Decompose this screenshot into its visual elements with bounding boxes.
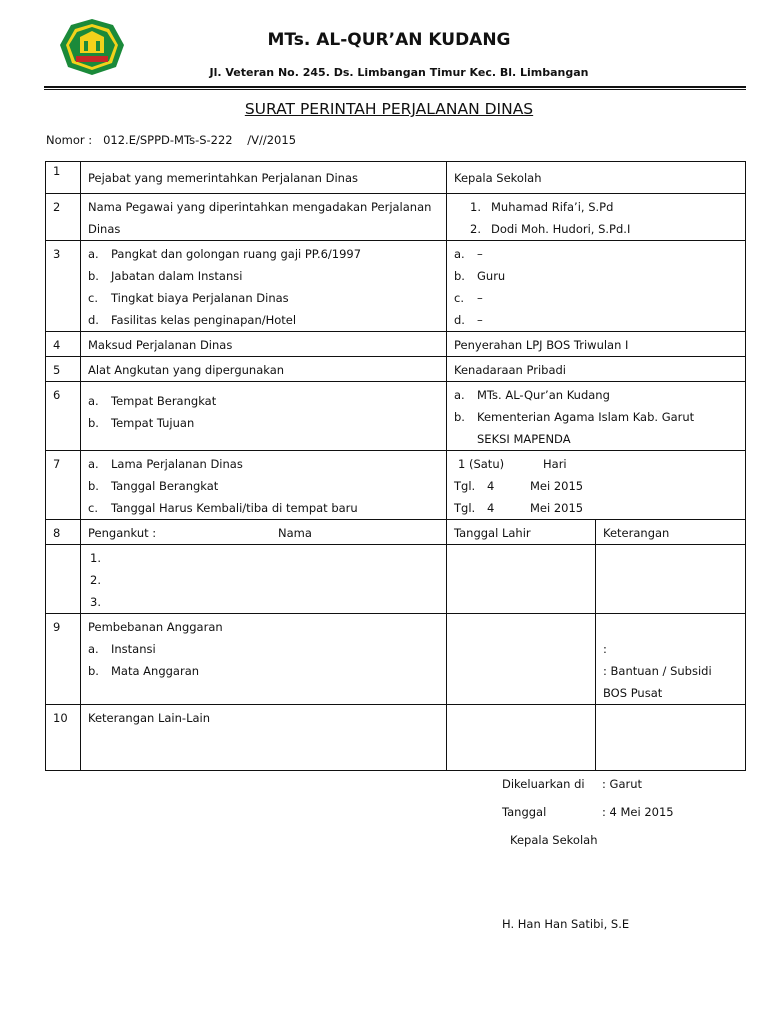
row-value	[447, 332, 746, 357]
empty-cell	[46, 545, 81, 614]
row-label	[81, 241, 447, 332]
list-text: Tempat Tujuan	[111, 416, 195, 430]
column-header-nama: Nama	[278, 526, 312, 540]
table-row	[46, 357, 746, 382]
sppd-table	[45, 161, 746, 771]
employee-name: Muhamad Rifa’i, S.Pd	[491, 200, 614, 214]
row-number: 1	[46, 162, 81, 194]
list-text: Mata Anggaran	[111, 664, 200, 678]
date-label: Tanggal	[502, 805, 547, 819]
list-marker: d.	[88, 313, 99, 327]
duration-unit: Hari	[543, 457, 567, 471]
row-value	[447, 241, 746, 332]
row-label-text: Pejabat yang memerintahkan Perjalanan Dinas	[88, 171, 358, 185]
list-text: –	[477, 313, 483, 327]
row-value	[447, 382, 746, 451]
row-label	[81, 194, 447, 241]
list-item	[454, 384, 739, 406]
list-marker: b.	[88, 664, 99, 678]
table-row	[46, 705, 746, 771]
signature-block	[502, 770, 674, 938]
list-text: Instansi	[111, 642, 156, 656]
duration-line	[454, 453, 739, 475]
nomor-value: 012.E/SPPD-MTs-S-222	[103, 133, 233, 147]
row-label	[81, 332, 447, 357]
list-marker: c.	[88, 501, 98, 515]
row-value-text: Kepala Sekolah	[454, 171, 542, 185]
row-value-text: Penyerahan LPJ BOS Triwulan I	[454, 338, 629, 352]
nomor-line	[46, 133, 296, 147]
list-marker: 2.	[470, 222, 481, 236]
nomor-label: Nomor :	[46, 133, 93, 147]
list-marker	[454, 428, 477, 450]
list-item	[454, 265, 739, 287]
list-marker: a.	[454, 247, 465, 261]
empty-cell	[447, 545, 596, 614]
list-item	[454, 309, 739, 331]
list-marker: a.	[454, 388, 465, 402]
list-item	[88, 497, 440, 519]
list-marker: 1.	[470, 200, 481, 214]
list-marker: c.	[88, 291, 98, 305]
table-row	[46, 194, 746, 241]
row-label-text: Pembebanan Anggaran	[88, 620, 223, 634]
row-label-text: Keterangan Lain-Lain	[88, 711, 211, 725]
row-label	[81, 357, 447, 382]
document-title: SURAT PERINTAH PERJALANAN DINAS	[244, 100, 534, 118]
employee-name: Dodi Moh. Hudori, S.Pd.I	[491, 222, 631, 236]
list-marker: a.	[88, 457, 99, 471]
row-number: 6	[46, 382, 81, 451]
nomor-suffix: /V//2015	[247, 133, 297, 147]
table-row	[46, 382, 746, 451]
list-text: Tanggal Berangkat	[111, 479, 219, 493]
list-item	[88, 390, 440, 412]
row-value	[447, 194, 746, 241]
spacer	[603, 616, 739, 638]
row-value	[447, 451, 746, 520]
date-month: Mei 2015	[530, 501, 584, 515]
column-header-tanggal-lahir: Tanggal Lahir	[447, 520, 596, 545]
list-text: –	[477, 247, 483, 261]
row-label-text: Nama Pegawai yang diperintahkan mengadakan Perjalanan Dinas	[88, 200, 432, 236]
list-item	[454, 218, 739, 240]
list-marker: b.	[454, 410, 465, 424]
instansi-value: :	[603, 642, 607, 656]
row-number: 4	[46, 332, 81, 357]
list-text: Jabatan dalam Instansi	[111, 269, 243, 283]
list-text: –	[477, 291, 483, 305]
list-item	[454, 243, 739, 265]
school-name: MTs. AL-QUR’AN KUDANG	[267, 30, 511, 50]
mata-anggaran-value: : Bantuan / Subsidi BOS Pusat	[603, 664, 712, 700]
empty-cell	[447, 614, 596, 705]
list-item	[88, 412, 440, 434]
list-marker: b.	[88, 479, 99, 493]
table-row	[46, 332, 746, 357]
departure-date	[454, 475, 739, 497]
row-label	[81, 614, 447, 705]
empty-cell	[447, 705, 596, 771]
list-item	[88, 660, 440, 682]
table-row	[46, 614, 746, 705]
header-rule-thick	[44, 86, 746, 88]
row-label	[81, 162, 447, 194]
row-number: 10	[46, 705, 81, 771]
list-marker: b.	[454, 269, 465, 283]
row-value	[447, 357, 746, 382]
issued-at-label: Dikeluarkan di	[502, 777, 585, 791]
list-text: Pangkat dan golongan ruang gaji PP.6/1997	[111, 247, 362, 261]
row-value	[447, 162, 746, 194]
empty-cell	[596, 705, 746, 771]
budget-values	[596, 614, 746, 705]
list-marker: a.	[88, 394, 99, 408]
row-number: 3	[46, 241, 81, 332]
list-marker: a.	[88, 642, 99, 656]
row-number: 9	[46, 614, 81, 705]
date-month: Mei 2015	[530, 479, 584, 493]
date-value: : 4 Mei 2015	[602, 805, 674, 819]
issued-at-value: : Garut	[602, 777, 643, 791]
list-text: MTs. AL-Qur’an Kudang	[477, 388, 610, 402]
list-item: 3.	[90, 595, 101, 609]
signer-name: H. Han Han Satibi, S.E	[502, 917, 630, 931]
list-marker: b.	[88, 416, 99, 430]
row-label	[81, 451, 447, 520]
list-text: Tanggal Harus Kembali/tiba di tempat baru	[111, 501, 358, 515]
school-address: Jl. Veteran No. 245. Ds. Limbangan Timur Kec. Bl. Limbangan	[209, 66, 589, 79]
row-label-text: Pengankut :	[88, 526, 157, 540]
column-header-keterangan: Keterangan	[596, 520, 746, 545]
list-item	[454, 196, 739, 218]
list-item	[454, 428, 739, 450]
row-label-text: Alat Angkutan yang dipergunakan	[88, 363, 285, 377]
issued-at-line	[502, 770, 674, 798]
row-number: 5	[46, 357, 81, 382]
list-item	[88, 243, 440, 265]
list-text: Fasilitas kelas penginapan/Hotel	[111, 313, 297, 327]
duration-value: 1 (Satu)	[458, 457, 505, 471]
row-number: 7	[46, 451, 81, 520]
list-marker: a.	[88, 247, 99, 261]
list-marker: b.	[88, 269, 99, 283]
follower-list	[81, 545, 447, 614]
list-marker: c.	[454, 291, 464, 305]
list-item	[88, 475, 440, 497]
list-item	[88, 287, 440, 309]
row-number: 2	[46, 194, 81, 241]
row-label	[81, 520, 447, 545]
list-text: Guru	[477, 269, 506, 283]
row-value-text: Kenadaraan Pribadi	[454, 363, 566, 377]
date-day: 4	[487, 479, 495, 493]
header-rule-thin	[44, 89, 746, 90]
list-item	[88, 638, 440, 660]
list-text: Tempat Berangkat	[111, 394, 217, 408]
list-item	[88, 309, 440, 331]
table-row	[46, 241, 746, 332]
list-text: Lama Perjalanan Dinas	[111, 457, 243, 471]
row-label-text: Maksud Perjalanan Dinas	[88, 338, 233, 352]
signer-position: Kepala Sekolah	[510, 833, 598, 847]
list-marker: d.	[454, 313, 465, 327]
list-text: Kementerian Agama Islam Kab. Garut	[477, 410, 695, 424]
table-row	[46, 451, 746, 520]
empty-cell	[596, 545, 746, 614]
return-date	[454, 497, 739, 519]
list-text: SEKSI MAPENDA	[477, 432, 571, 446]
list-text: Tingkat biaya Perjalanan Dinas	[111, 291, 289, 305]
list-item	[88, 265, 440, 287]
table-row	[46, 520, 746, 545]
date-label: Tgl.	[454, 501, 476, 515]
list-item	[454, 287, 739, 309]
table-row	[46, 162, 746, 194]
list-item: 2.	[90, 573, 101, 587]
row-label	[81, 382, 447, 451]
date-line	[502, 798, 674, 826]
row-label	[81, 705, 447, 771]
date-label: Tgl.	[454, 479, 476, 493]
list-item: 1.	[90, 551, 101, 565]
row-number: 8	[46, 520, 81, 545]
table-row	[46, 545, 746, 614]
date-day: 4	[487, 501, 495, 515]
signature-space	[502, 854, 674, 910]
list-item	[454, 406, 739, 428]
list-item	[88, 453, 440, 475]
